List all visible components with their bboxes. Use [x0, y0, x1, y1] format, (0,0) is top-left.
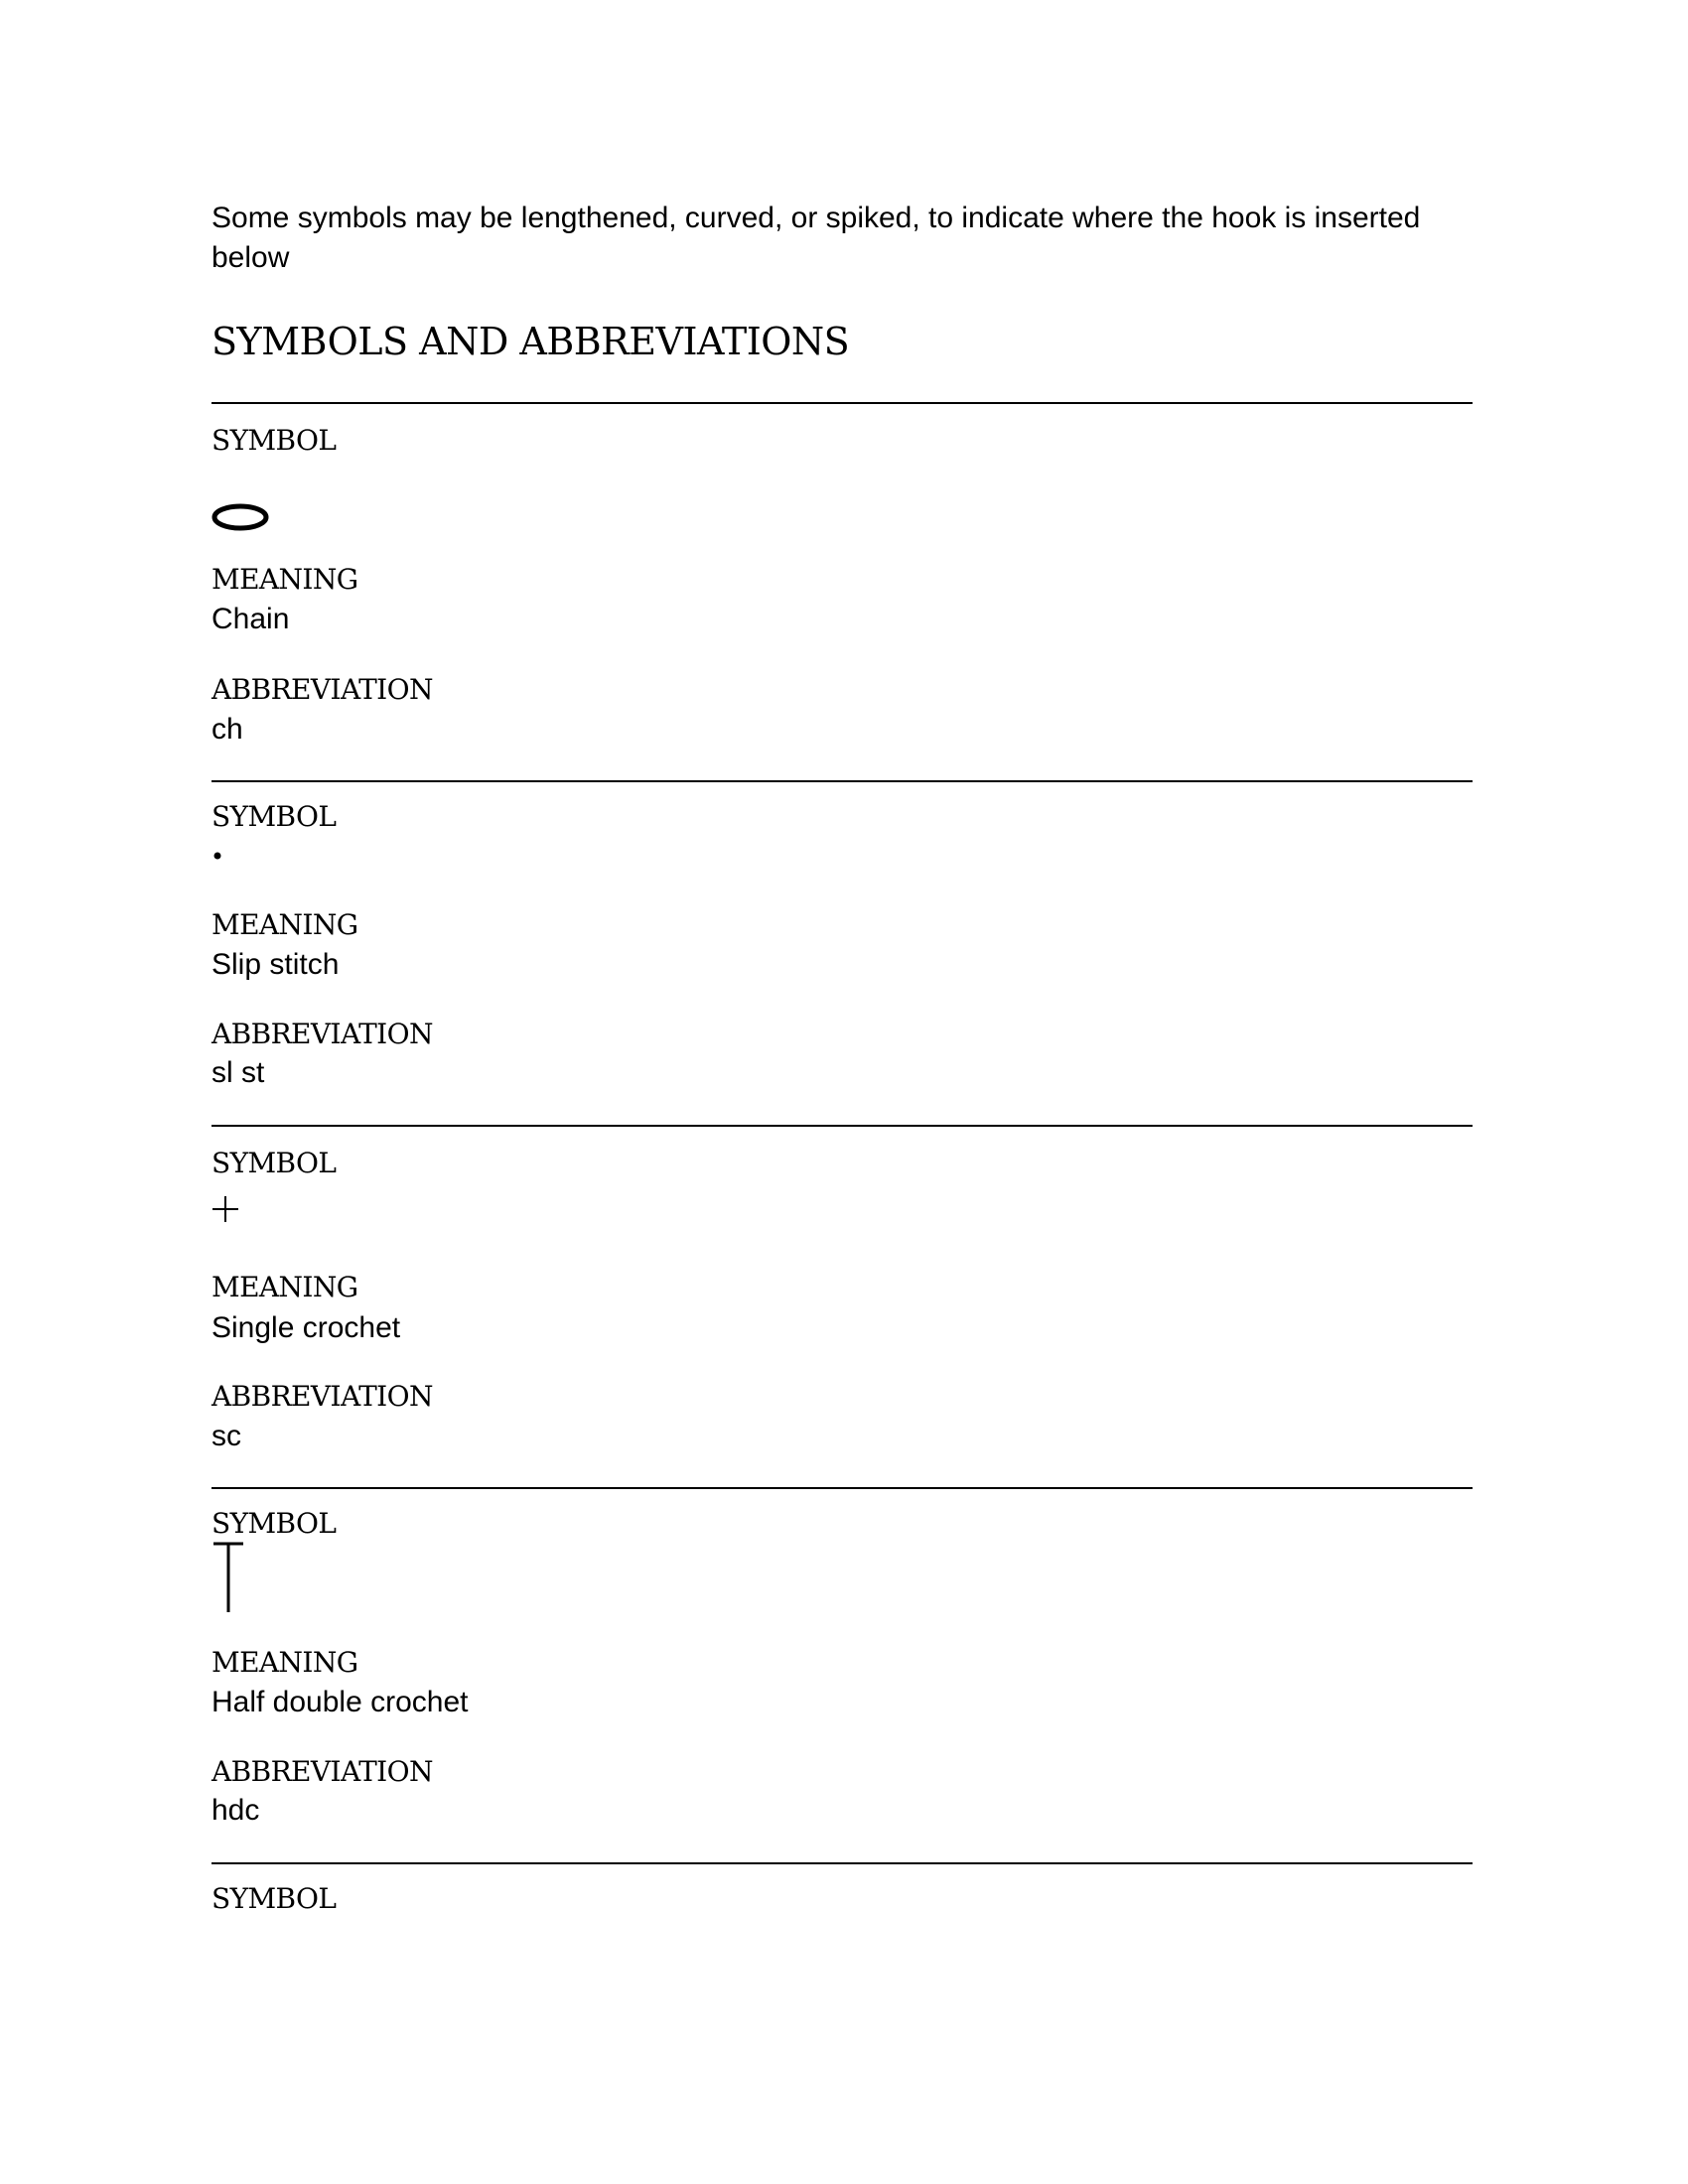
divider	[211, 1487, 1473, 1489]
meaning-label: MEANING	[211, 1646, 358, 1679]
meaning-value: Slip stitch	[211, 948, 340, 981]
abbreviation-value: ch	[211, 713, 243, 746]
divider	[211, 1125, 1473, 1127]
t-bar-icon	[211, 1541, 247, 1614]
plus-icon	[211, 1194, 241, 1224]
symbol-label: SYMBOL	[211, 1882, 337, 1915]
symbol-label: SYMBOL	[211, 1507, 337, 1540]
dot-icon	[211, 846, 231, 866]
abbreviation-value: sc	[211, 1420, 241, 1452]
divider	[211, 402, 1473, 404]
abbreviation-label: ABBREVIATION	[211, 1755, 433, 1788]
divider	[211, 1862, 1473, 1864]
abbreviation-value: hdc	[211, 1794, 260, 1827]
meaning-value: Chain	[211, 603, 290, 635]
section-heading: SYMBOLS AND ABBREVIATIONS	[211, 320, 850, 363]
meaning-label: MEANING	[211, 1271, 358, 1303]
symbol-label: SYMBOL	[211, 424, 337, 457]
symbol-label: SYMBOL	[211, 800, 337, 833]
oval-chain-icon	[211, 499, 273, 535]
intro-text: Some symbols may be lengthened, curved, or spiked, to indicate where the hook is inserted below	[211, 202, 1421, 274]
abbreviation-label: ABBREVIATION	[211, 1380, 433, 1413]
meaning-value: Half double crochet	[211, 1686, 469, 1718]
meaning-label: MEANING	[211, 563, 358, 596]
abbreviation-label: ABBREVIATION	[211, 1018, 433, 1050]
symbol-label: SYMBOL	[211, 1147, 337, 1179]
meaning-label: MEANING	[211, 908, 358, 941]
divider	[211, 780, 1473, 782]
document-page	[211, 0, 1473, 2184]
meaning-value: Single crochet	[211, 1311, 401, 1344]
abbreviation-value: sl st	[211, 1056, 265, 1089]
abbreviation-label: ABBREVIATION	[211, 673, 433, 706]
